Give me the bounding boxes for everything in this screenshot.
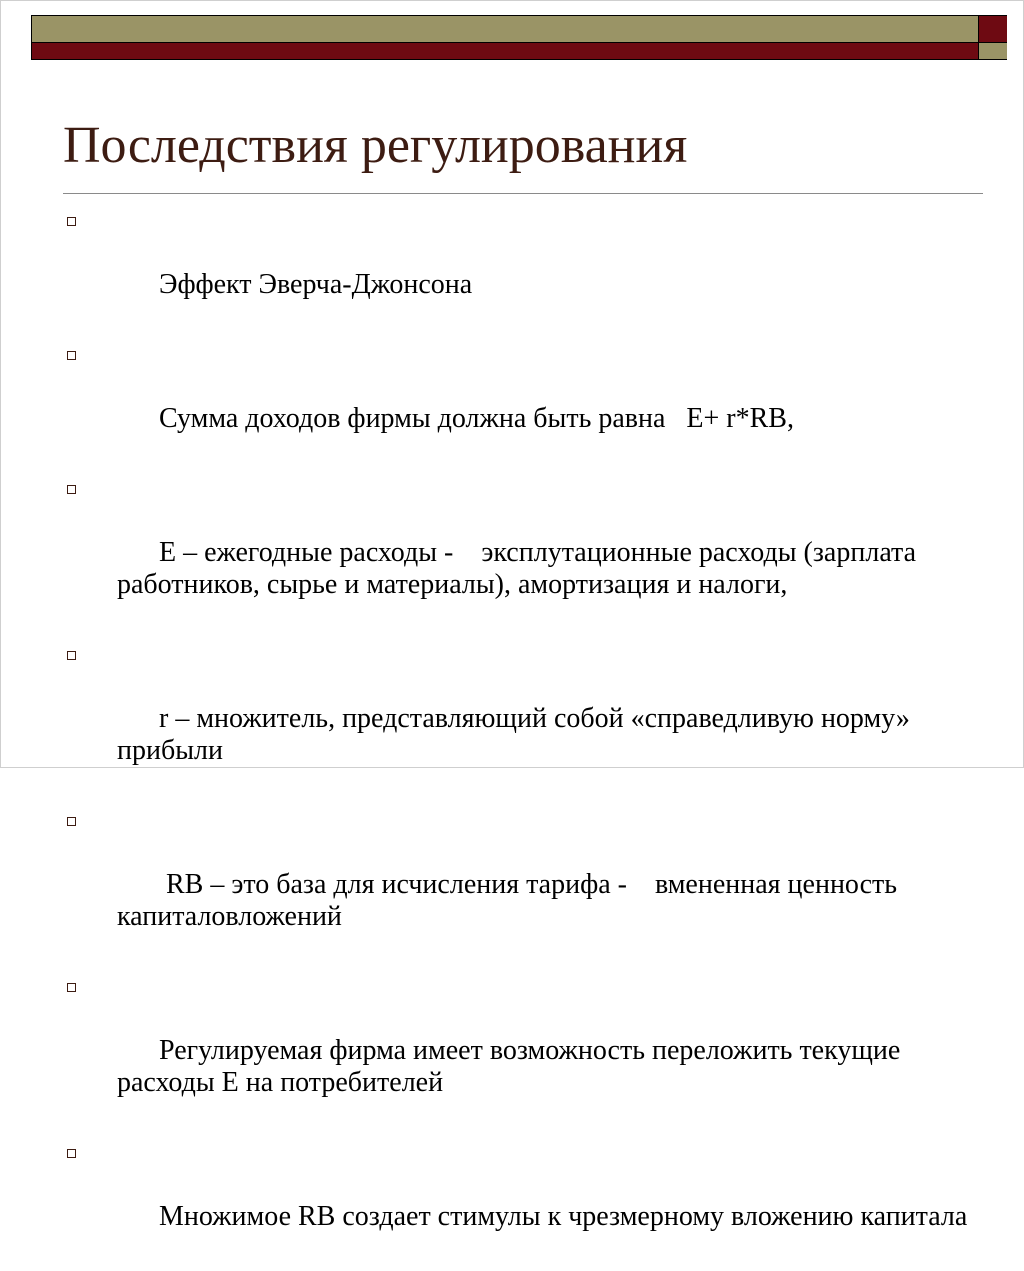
bullet-item: [63, 339, 993, 467]
bullet-text: E – ежегодные расходы - эксплутационные расходы (зарплата работников, сырье и материалы), амортизация и налоги,: [117, 537, 924, 600]
bullet-item: [63, 805, 993, 965]
slide-title: Последствия регулирования: [63, 117, 688, 174]
hollow-square-bullet-icon: [67, 351, 76, 360]
bullet-item: [63, 473, 993, 633]
bullet-text: Эффект Эверча-Джонсона: [159, 269, 473, 300]
banner-maroon-stripe: [32, 43, 978, 59]
bullet-item: [63, 971, 993, 1131]
hollow-square-bullet-icon: [67, 1149, 76, 1158]
hollow-square-bullet-icon: [67, 817, 76, 826]
banner-corner-block-top: [978, 16, 1007, 43]
bullet-item: [63, 1137, 993, 1265]
bullet-text: r – множитель, представляющий собой «справедливую норму» прибыли: [117, 703, 917, 766]
bullet-text: Множимое RB создает стимулы к чрезмерному вложению капитала: [159, 1201, 968, 1232]
decorative-banner: [31, 15, 1007, 60]
bullet-list: [63, 205, 993, 1271]
bullet-item: [63, 639, 993, 799]
bullet-text: Регулируемая фирма имеет возможность переложить текущие расходы E на потребителей: [117, 1035, 908, 1098]
banner-olive-stripe: [32, 16, 978, 43]
title-divider: [63, 193, 983, 194]
hollow-square-bullet-icon: [67, 983, 76, 992]
bullet-text: Сумма доходов фирмы должна быть равна E+ r*RB,: [159, 403, 794, 434]
banner-corner-block-bottom: [978, 43, 1007, 59]
hollow-square-bullet-icon: [67, 651, 76, 660]
bullet-item: [63, 205, 993, 333]
hollow-square-bullet-icon: [67, 485, 76, 494]
hollow-square-bullet-icon: [67, 217, 76, 226]
bullet-text: RB – это база для исчисления тарифа - вмененная ценность капиталовложений: [117, 869, 905, 932]
